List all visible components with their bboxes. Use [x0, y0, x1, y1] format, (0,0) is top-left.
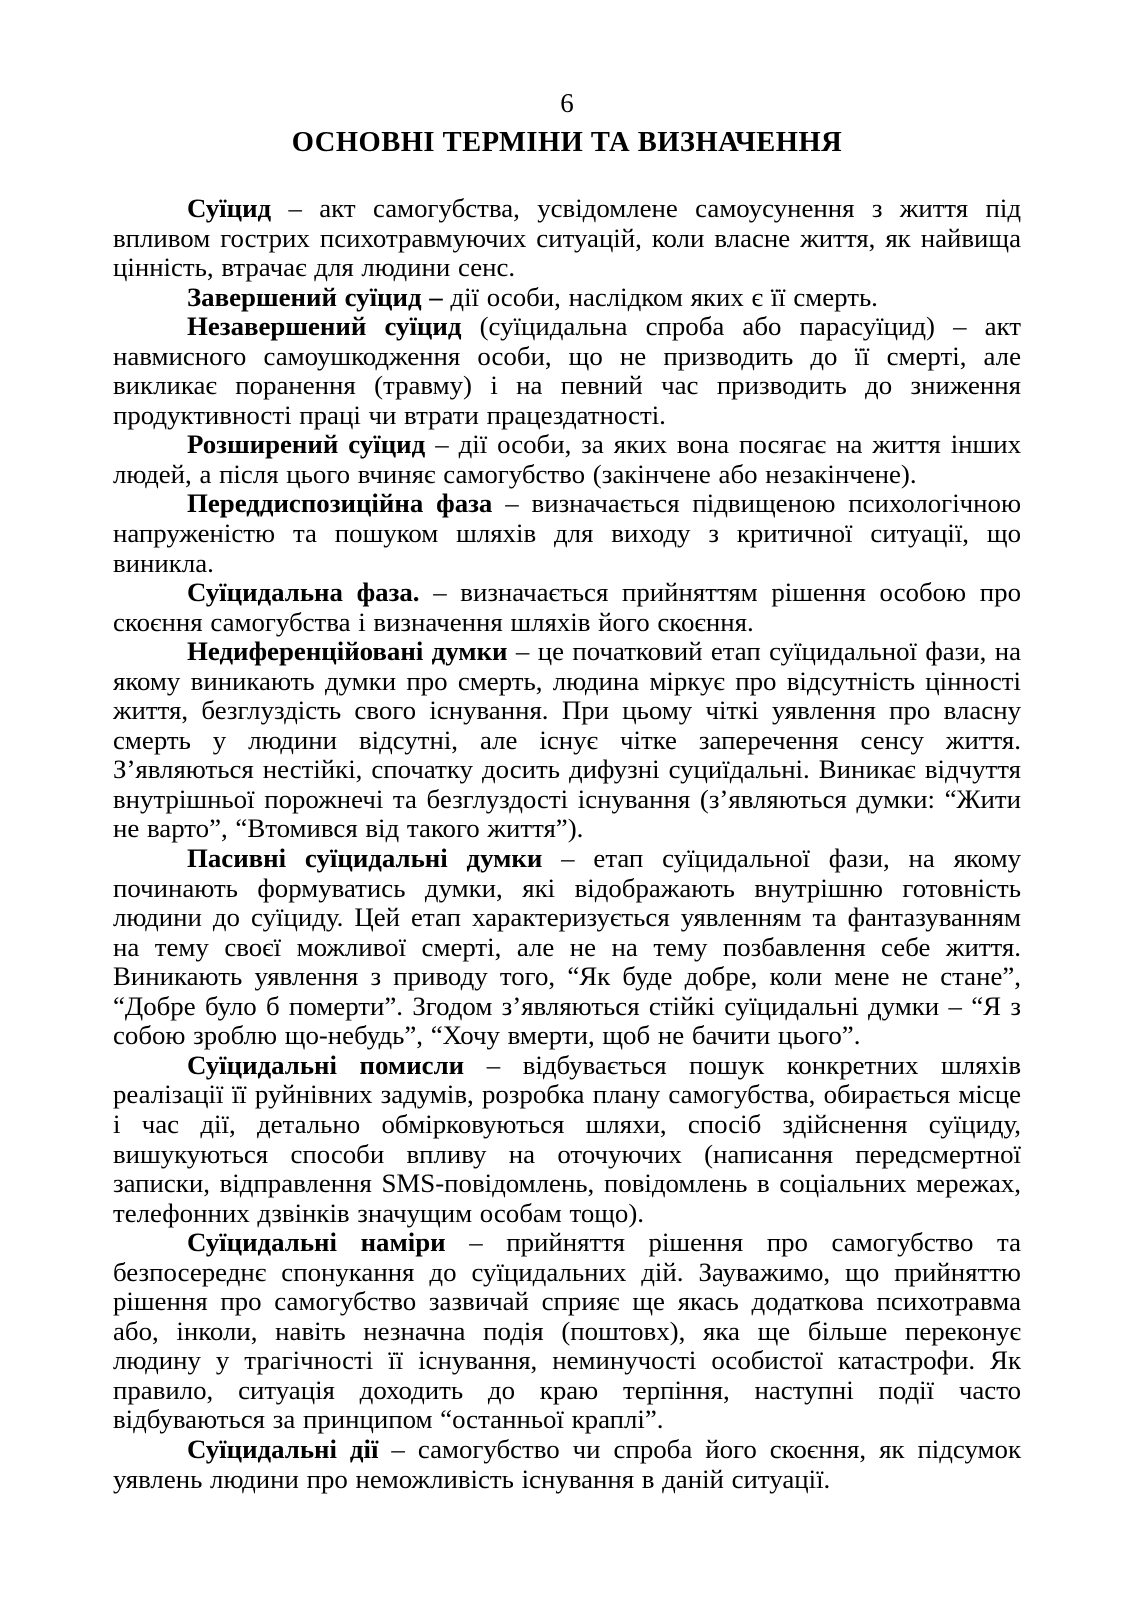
definition-paragraph-completed-suicide — [113, 283, 1021, 313]
definition-text: – самогубство чи спроба його скоєння, як підсумок уявлень людини про неможливість існування в даній ситуації. — [113, 1433, 1022, 1494]
definition-text: дії особи, наслідком яких є її смерть. — [442, 281, 878, 312]
term-label: Суїцидальні помисли — [187, 1049, 465, 1080]
term-label: Недиференційовані думки — [187, 636, 508, 667]
term-label: Завершений суїцид – — [187, 281, 443, 312]
term-label: Переддиспозиційна фаза — [187, 488, 493, 519]
term-label: Розширений суїцид — [187, 429, 426, 460]
definition-paragraph-suicidal-phase — [113, 578, 1021, 637]
definition-text: – акт самогубства, усвідомлене самоусунення з життя під впливом гострих психотравмуючих ситуацій, коли власне життя, як найвища цінність, втрачає для людини сенс. — [113, 193, 1021, 283]
definition-text: – це початковий етап суїцидальної фази, на якому виникають думки про смерть, людина міркує про відсутність цінності життя, безглуздість свого існування. При цьому чіткі уявлення про власну смерть у людини відсутні, але існує чітке заперечення сенсу життя. З’являються нестійкі, спочатку досить дифузні суциїдальні. Виникає відчуття внутрішньої порожнечі та безглуздості існування (з’являються думки: “Жити не варто”, “Втомився від такого життя”). — [113, 636, 1021, 844]
term-label: Пасивні суїцидальні думки — [187, 843, 543, 874]
term-label: Суїцид — [187, 193, 272, 223]
definition-text: – визначається підвищеною психологічною напруженістю та пошуком шляхів для виходу з критичної ситуації, що виникла. — [113, 488, 1021, 578]
document-body — [113, 194, 1021, 1494]
definition-paragraph-suicidal-intentions — [113, 1228, 1021, 1435]
definition-paragraph-suicide — [113, 194, 1021, 283]
definition-paragraph-uncompleted-suicide — [113, 312, 1021, 430]
definition-text: – етап суїцидальної фази, на якому починають формуватись думки, які відображають внутрішню готовність людини до суїциду. Цей етап характеризується уявленням та фантазуванням на тему своєї можливої смерті, але не на тему позбавлення себе життя. Виникають уявлення з приводу того, “Як буде добре, коли мене не стане”, “Добре було б померти”. Згодом з’являються стійкі суїцидальні думки – “Я з собою зроблю що-небудь”, “Хочу вмерти, щоб не бачити цього”. — [113, 843, 1021, 1051]
term-label: Суїцидальна фаза. — [187, 577, 420, 608]
definition-paragraph-predisposition-phase — [113, 489, 1021, 578]
definition-paragraph-suicidal-actions — [113, 1435, 1021, 1494]
term-label: Суїцидальні наміри — [187, 1227, 446, 1258]
definition-paragraph-passive-suicidal-thoughts — [113, 844, 1021, 1051]
definition-paragraph-suicidal-ideations — [113, 1051, 1021, 1228]
term-label: Суїцидальні дії — [187, 1433, 379, 1464]
definition-text: – відбувається пошук конкретних шляхів реалізації її руйнівних задумів, розробка плану самогубства, обирається місце і час дії, детально обмірковуються шляхи, спосіб здійснення суїциду, вишукуються способи впливу на оточуючих (написання передсмертної записки, відправлення SMS-повідомлень, повідомлень в соціальних мережах, телефонних дзвінків значущим особам тощо). — [113, 1049, 1021, 1228]
term-label: Незавершений суїцид — [187, 311, 462, 342]
definition-text: (суїцидальна спроба або парасуїцид) – акт навмисного самоушкодження особи, що не призводить до її смерті, але викликає поранення (травму) і на певний час призводить до зниження продуктивності праці чи втрати працездатності. — [113, 311, 1021, 430]
definition-text: – дії особи, за яких вона посягає на життя інших людей, а після цього вчиняє самогубство (закінчене або незакінчене). — [113, 429, 1021, 489]
page-title: ОСНОВНІ ТЕРМІНИ ТА ВИЗНАЧЕННЯ — [291, 127, 843, 158]
definition-paragraph-extended-suicide — [113, 430, 1021, 489]
definition-text: – прийняття рішення про самогубство та безпосереднє спонукання до суїцидальних дій. Зауважимо, що прийняттю рішення про самогубство зазвичай сприяє ще якась додаткова психотравма або, інколи, навіть незначна подія (поштовх), яка ще більше переконує людину у трагічності її існування, неминучості особистої катастрофи. Як правило, ситуація доходить до краю терпіння, наступні події часто відбуваються за принципом “останньої краплі”. — [113, 1227, 1021, 1435]
definition-text: – визначається прийняттям рішення особою про скоєння самогубства і визначення шляхів його скоєння. — [113, 577, 1021, 637]
definition-paragraph-undifferentiated-thoughts — [113, 637, 1021, 844]
page-number: 6 — [560, 88, 574, 118]
